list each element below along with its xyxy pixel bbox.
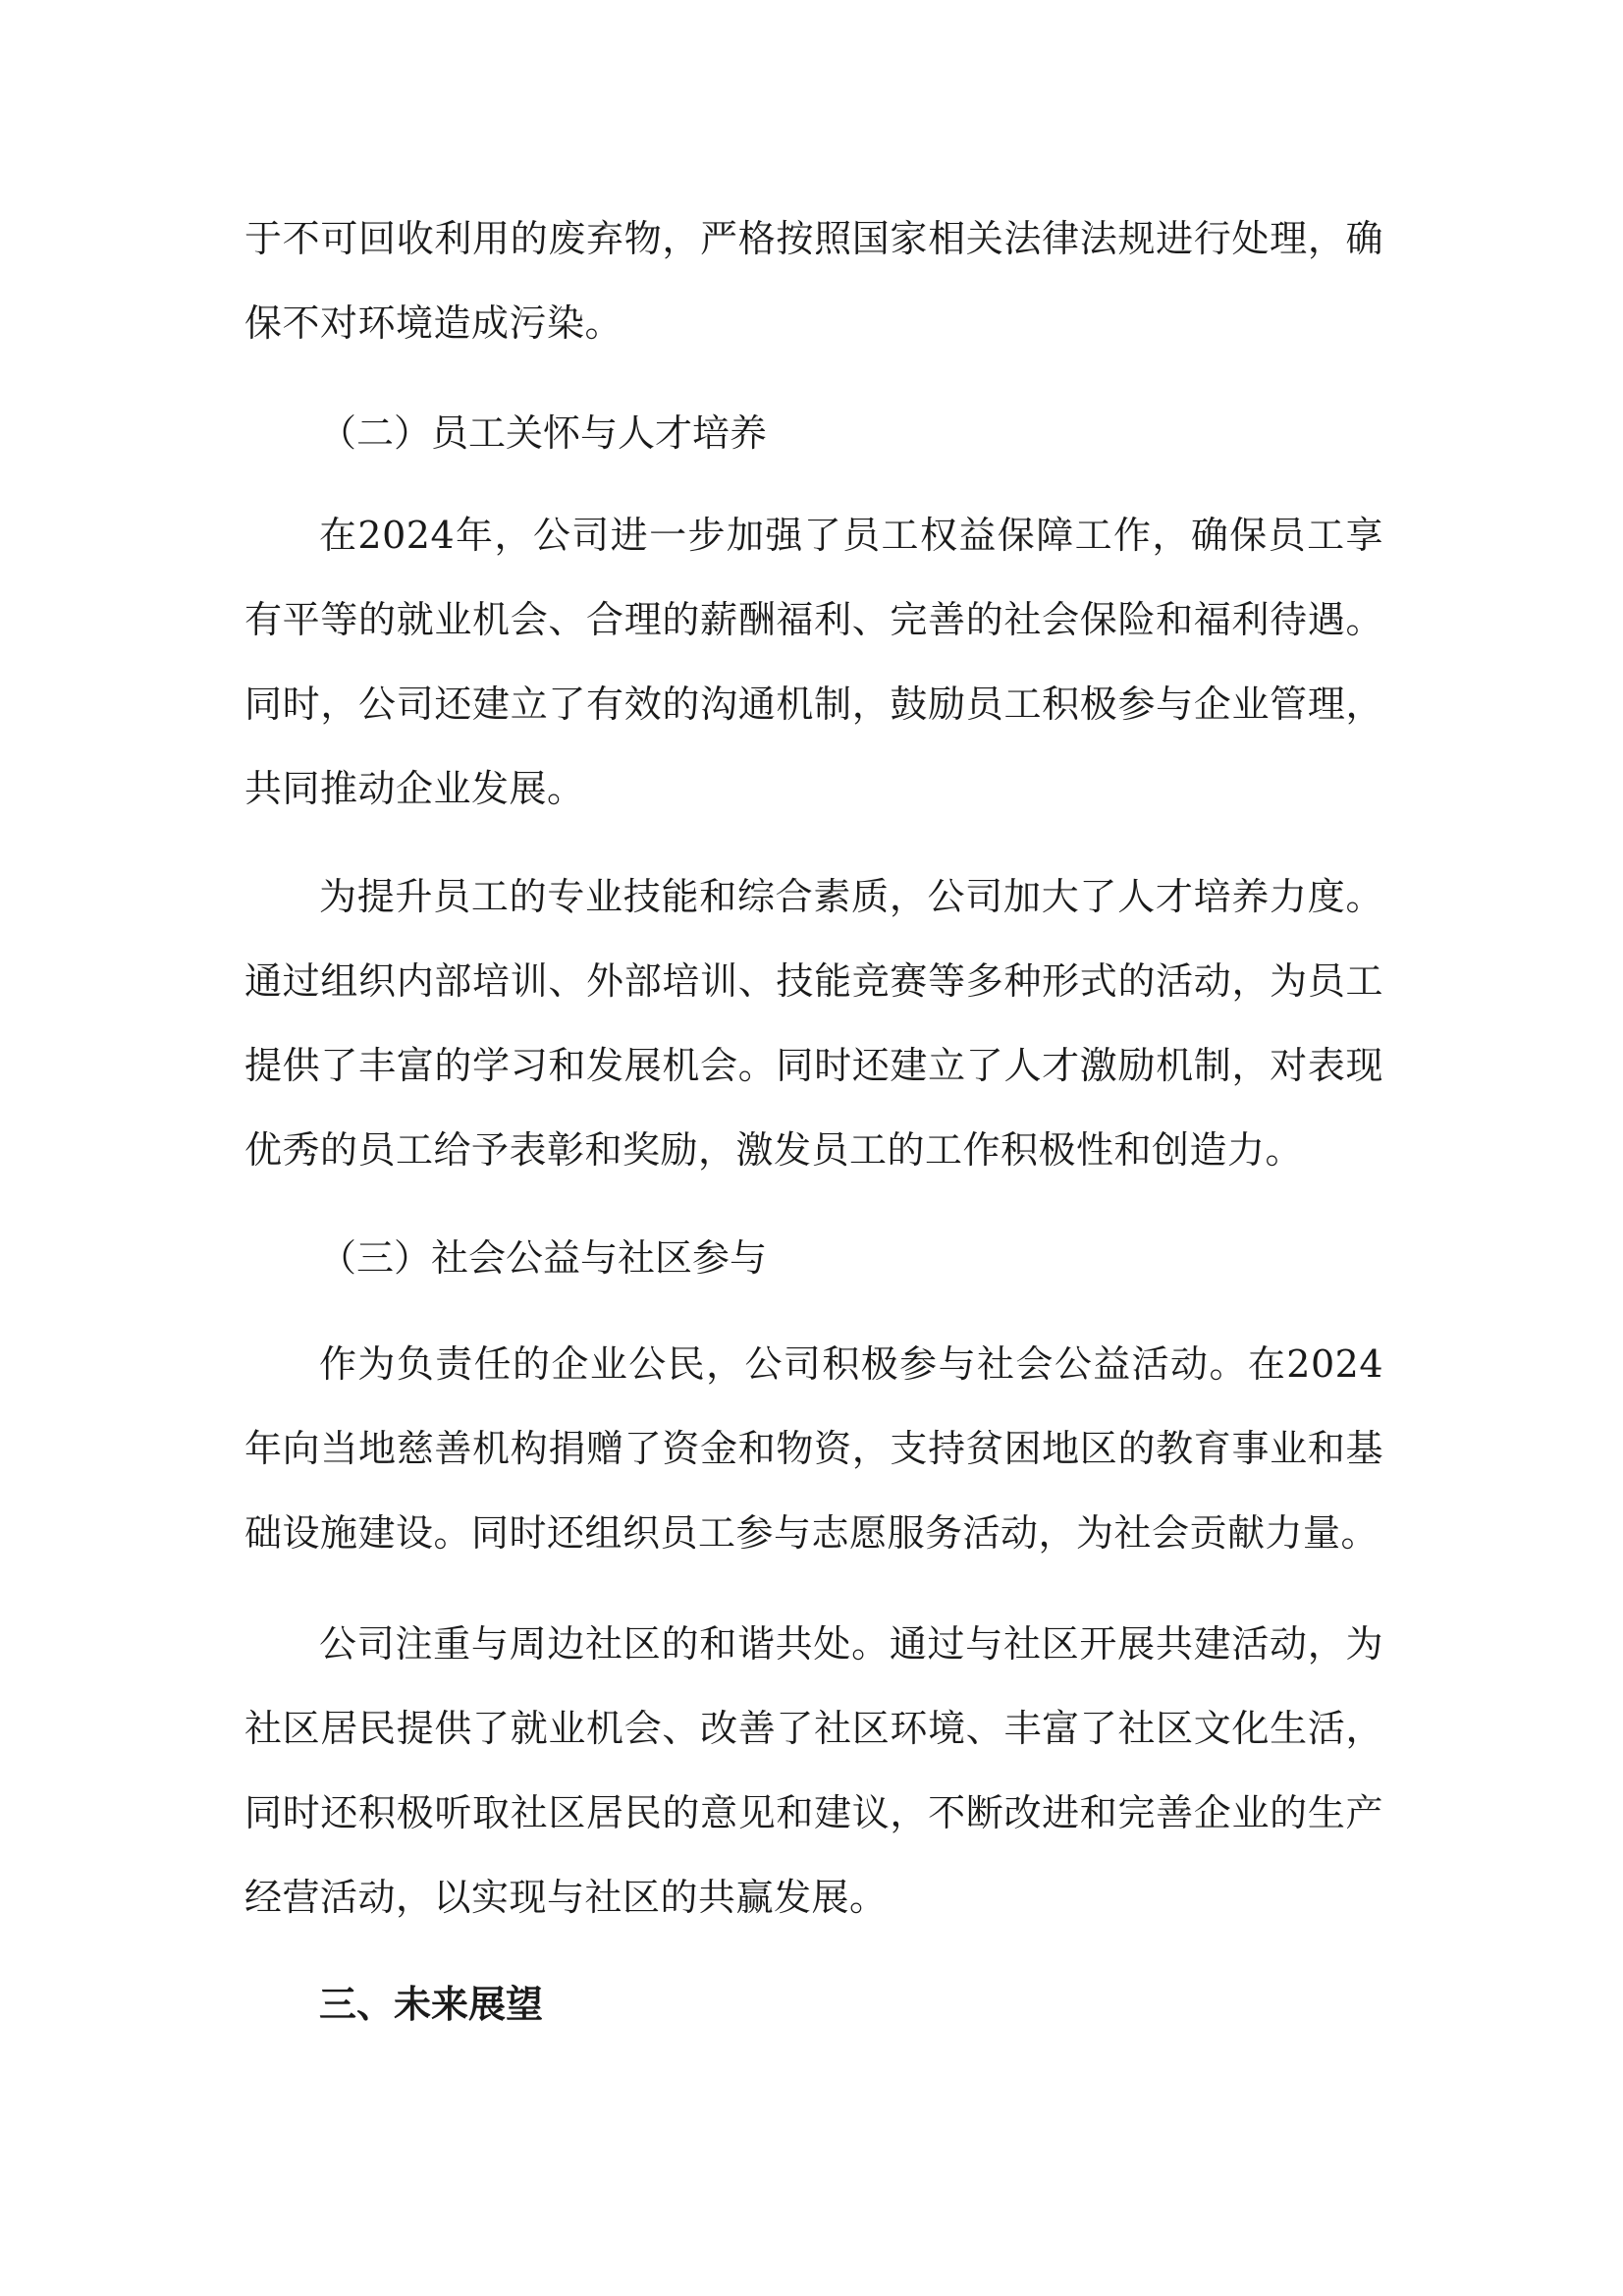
subsection-3-title: （三）社会公益与社区参与: [319, 1236, 768, 1280]
subsection-3-paragraph-2: 公司注重与周边社区的和谐共处。通过与社区开展共建活动，为社区居民提供了就业机会、改善了社区环境、丰富了社区文化生活，同时还积极听取社区居民的意见和建议，不断改进和完善企业的生产经营活动，以实现与社区的共赢发展。: [244, 1622, 1383, 1919]
subsection-2-paragraph-2: 为提升员工的专业技能和综合素质，公司加大了人才培养力度。通过组织内部培训、外部培训、技能竞赛等多种形式的活动，为员工提供了丰富的学习和发展机会。同时还建立了人才激励机制，对表现优秀的员工给予表彰和奖励，激发员工的工作积极性和创造力。: [244, 875, 1383, 1172]
section-3-title: 三、未来展望: [319, 1983, 544, 2026]
continuation-paragraph: 于不可回收利用的废弃物，严格按照国家相关法律法规进行处理，确保不对环境造成污染。: [244, 217, 1383, 345]
subsection-2-title: （二）员工关怀与人才培养: [319, 411, 768, 455]
subsection-2-paragraph-1: 在2024年，公司进一步加强了员工权益保障工作，确保员工享有平等的就业机会、合理的薪酬福利、完善的社会保险和福利待遇。同时，公司还建立了有效的沟通机制，鼓励员工积极参与企业管理，共同推动企业发展。: [244, 514, 1383, 810]
subsection-3-paragraph-1: 作为负责任的企业公民，公司积极参与社会公益活动。在2024年向当地慈善机构捐赠了资金和物资，支持贫困地区的教育事业和基础设施建设。同时还组织员工参与志愿服务活动，为社会贡献力量。: [244, 1342, 1383, 1555]
